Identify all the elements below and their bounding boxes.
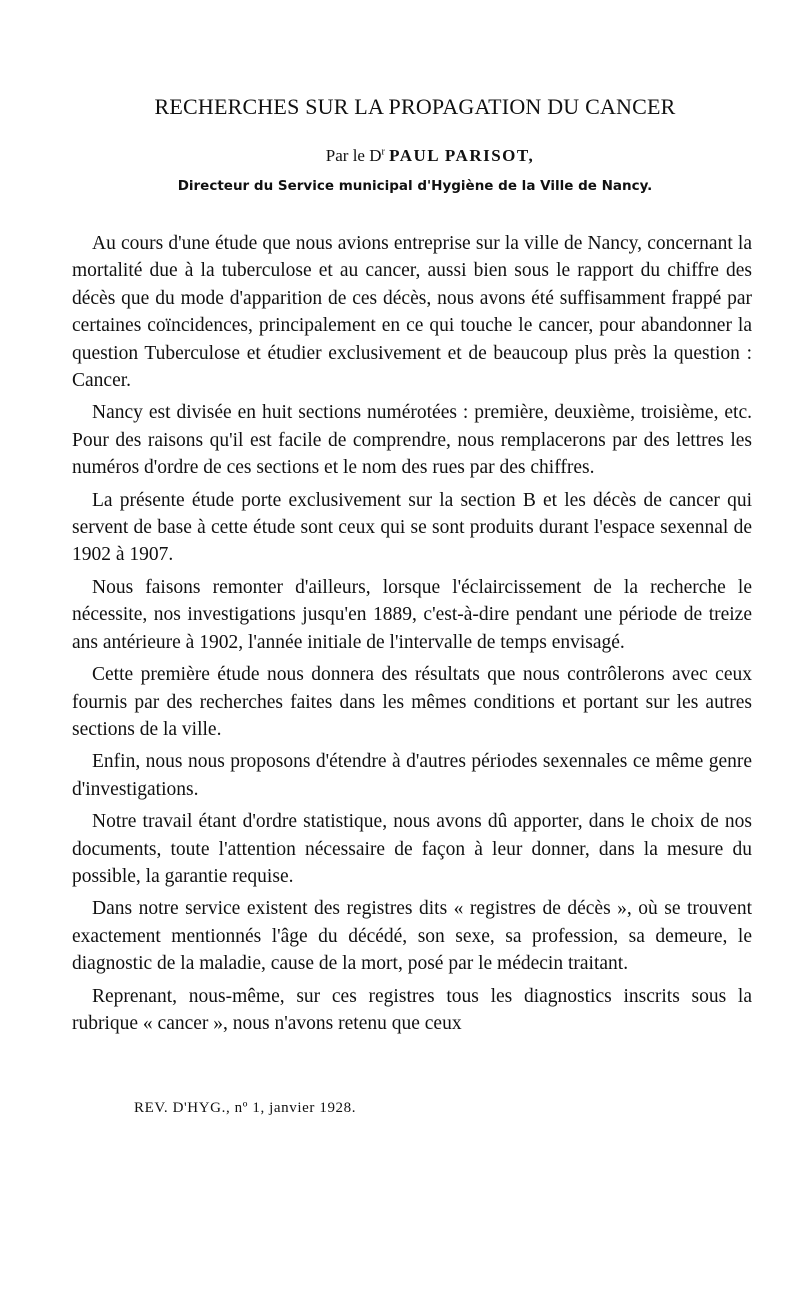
author-byline — [0, 146, 800, 166]
author-name: PAUL PARISOT, — [389, 146, 535, 165]
journal-footer: REV. D'HYG., nº 1, janvier 1928. — [134, 1100, 357, 1116]
paragraph: Dans notre service existent des registres dits « registres de décès », où se trouvent exactement mentionnés l'âge du décédé, son sexe, sa profession, sa demeure, le diagnostic de la maladie, cause de la mort, posé par le médecin traitant. — [72, 898, 752, 975]
paragraph: Nous faisons remonter d'ailleurs, lorsque l'éclaircissement de la recherche le nécessite, nos investigations jusqu'en 1889, c'est-à-dire pendant une période de treize ans antérieure à 1902, l'année initiale de l'intervalle de temps envisagé. — [72, 576, 752, 653]
byline-prefix: Par le D — [325, 146, 382, 165]
author-affiliation: Directeur du Service municipal d'Hygiène de la Ville de Nancy. — [177, 178, 653, 194]
byline-superscript: r — [381, 146, 385, 158]
paragraph: Notre travail étant d'ordre statistique, nous avons dû apporter, dans le choix de nos documents, toute l'attention nécessaire de façon à leur donner, dans la mesure du possible, la garantie requise. — [72, 811, 752, 887]
paragraph: Reprenant, nous-même, sur ces registres tous les diagnostics inscrits sous la rubrique « cancer », nous n'avons retenu que ceux — [72, 985, 752, 1034]
paragraph: Au cours d'une étude que nous avions entreprise sur la ville de Nancy, concernant la mortalité due à la tuberculose et au cancer, aussi bien sous le rapport du chiffre des décès que du mode d'apparition de ces décès, nous avons été suffisamment frappé par certaines coïncidences, principalement en ce qui touche le cancer, pour abandonner la question Tuberculose et étudier exclusivement et de beaucoup plus près la question : Cancer. — [72, 233, 752, 392]
paragraph: Enfin, nous nous proposons d'étendre à d'autres périodes sexennales ce même genre d'investigations. — [72, 751, 752, 800]
article-title: RECHERCHES SUR LA PROPAGATION DU CANCER — [154, 94, 676, 119]
paragraph: Nancy est divisée en huit sections numérotées : première, deuxième, troisième, etc. Pour des raisons qu'il est facile de comprendre, nous remplacerons par des lettres les numéros d'ordre de ces sections et le nom des rues par des chiffres. — [72, 402, 752, 479]
article-body — [72, 230, 752, 1042]
paragraph: Cette première étude nous donnera des résultats que nous contrôlerons avec ceux fournis par des recherches faites dans les mêmes conditions et portant sur les autres sections de la ville. — [72, 664, 752, 740]
paragraph: La présente étude porte exclusivement sur la section B et les décès de cancer qui servent de base à cette étude sont ceux qui se sont produits durant l'espace sexennal de 1902 à 1907. — [72, 489, 752, 566]
